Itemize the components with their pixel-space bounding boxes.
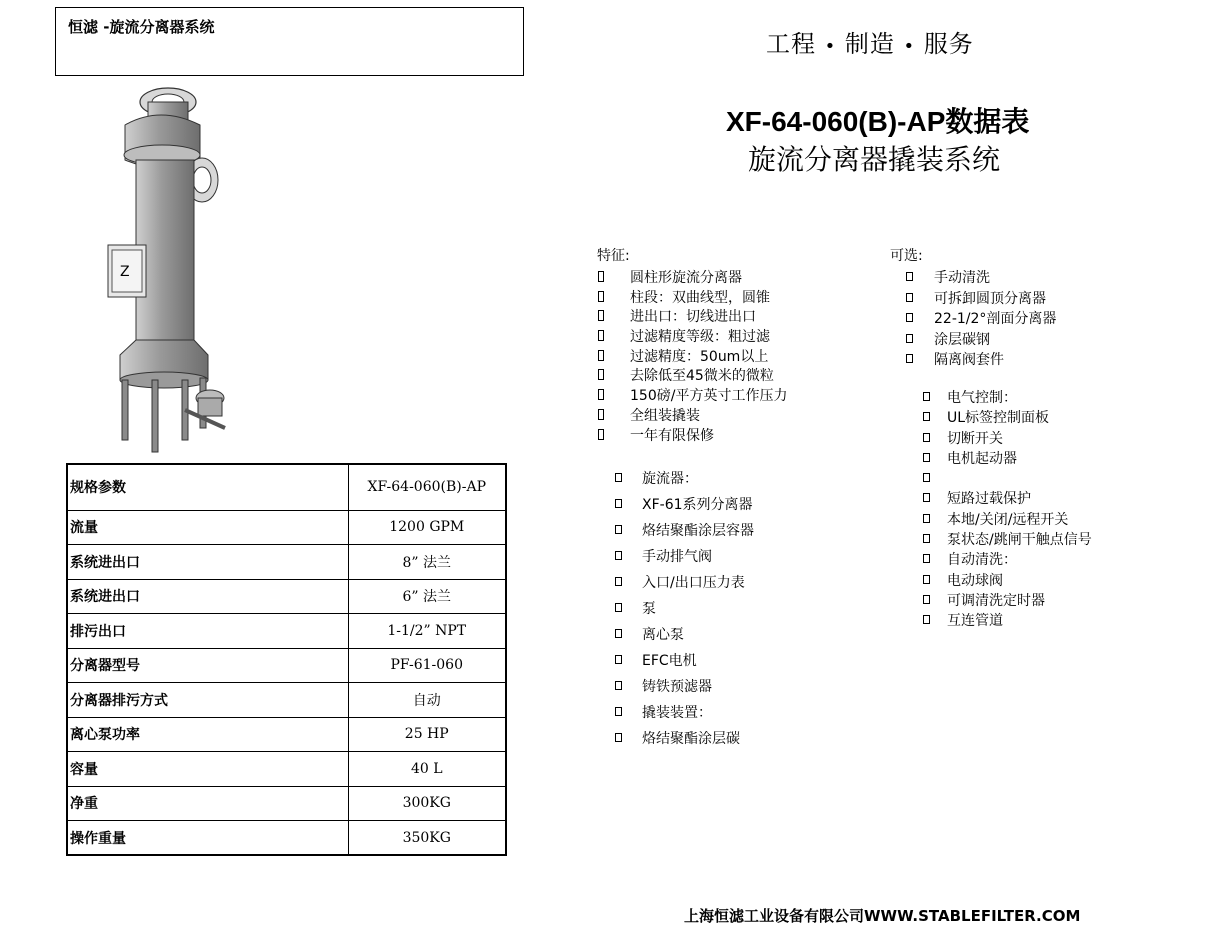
tagline-service: 服务 bbox=[923, 30, 974, 58]
options-item-label: 手动清洗 bbox=[934, 270, 990, 286]
components-item-label: EFC电机 bbox=[642, 653, 697, 669]
checkbox-icon bbox=[598, 350, 604, 361]
spec-value: 自动 bbox=[348, 683, 506, 718]
header-box bbox=[55, 7, 524, 76]
components-item-label: 铸铁预滤器 bbox=[642, 679, 712, 695]
options-item-label: 可拆卸圆顶分离器 bbox=[934, 290, 1046, 307]
checkbox-icon bbox=[906, 313, 913, 322]
features-item bbox=[597, 346, 769, 366]
electrical-item-label: 本地/关闭/远程开关 bbox=[947, 511, 1069, 528]
features-item bbox=[597, 306, 756, 326]
tagline-engineering: 工程 bbox=[766, 30, 816, 58]
spec-label: 规格参数 bbox=[67, 464, 348, 510]
spec-row bbox=[67, 683, 506, 718]
features-item bbox=[597, 425, 714, 445]
checkbox-icon bbox=[923, 392, 930, 401]
options-item bbox=[890, 288, 1046, 309]
spec-table bbox=[66, 463, 507, 856]
features-item-label: 去除低至45微米的微粒 bbox=[630, 368, 774, 385]
spec-value: 40 L bbox=[348, 752, 506, 787]
options-item-label: 隔离阀套件 bbox=[934, 352, 1004, 368]
checkbox-icon bbox=[598, 271, 604, 282]
checkbox-icon bbox=[923, 615, 930, 624]
components-item-label: 烙结聚酯涂层容器 bbox=[642, 523, 754, 539]
spec-value: PF-61-060 bbox=[348, 648, 506, 683]
features-heading: 特征: bbox=[597, 248, 630, 264]
options-list bbox=[890, 245, 1057, 370]
spec-row bbox=[67, 614, 506, 649]
checkbox-icon bbox=[615, 473, 622, 482]
electrical-item-label: 可调清洗定时器 bbox=[947, 592, 1045, 609]
spec-label: 离心泵功率 bbox=[67, 717, 348, 752]
spec-row bbox=[67, 510, 506, 545]
features-item-label: 过滤精度：50um以上 bbox=[630, 348, 769, 365]
spec-value: 350KG bbox=[348, 821, 506, 856]
spec-value: 300KG bbox=[348, 786, 506, 821]
electrical-item-label: 短路过载保护 bbox=[947, 491, 1031, 508]
checkbox-icon bbox=[598, 291, 604, 302]
features-item-label: 一年有限保修 bbox=[630, 427, 714, 444]
spec-label: 容量 bbox=[67, 752, 348, 787]
options-item-label: 涂层碳钢 bbox=[934, 331, 990, 348]
spec-label: 分离器型号 bbox=[67, 648, 348, 683]
components-item-label: 撬装装置： bbox=[642, 705, 712, 721]
electrical-item-label: 电机起动器 bbox=[947, 450, 1017, 467]
checkbox-icon bbox=[923, 534, 930, 543]
spec-row bbox=[67, 464, 506, 510]
checkbox-icon bbox=[906, 334, 913, 343]
checkbox-icon bbox=[615, 603, 622, 612]
features-item-label: 全组装撬装 bbox=[630, 407, 700, 424]
checkbox-icon bbox=[615, 499, 622, 508]
features-item-label: 过滤精度等级：粗过滤 bbox=[630, 329, 770, 346]
electrical-item-label: 互连管道 bbox=[947, 613, 1003, 630]
checkbox-icon bbox=[923, 453, 930, 462]
components-item-label: XF-61系列分离器 bbox=[642, 497, 753, 513]
features-item-label: 圆柱形旋流分离器 bbox=[630, 270, 742, 286]
footer-company: 上海恒滤工业设备有限公司WWW.STABLEFILTER.COM bbox=[684, 907, 1081, 925]
checkbox-icon bbox=[923, 514, 930, 523]
options-item bbox=[890, 308, 1057, 329]
components-item-label: 烙结聚酯涂层碳 bbox=[642, 731, 740, 747]
spec-label: 排污出口 bbox=[67, 614, 348, 649]
checkbox-icon bbox=[598, 389, 604, 400]
spec-label: 流量 bbox=[67, 510, 348, 545]
spec-row bbox=[67, 821, 506, 856]
checkbox-icon bbox=[923, 575, 930, 584]
electrical-item-label: 自动清洗： bbox=[947, 552, 1017, 569]
electrical-item-label: 电气控制： bbox=[947, 390, 1017, 406]
datasheet-title: XF-64-060(B)-AP数据表 bbox=[726, 106, 1030, 137]
checkbox-icon bbox=[923, 433, 930, 442]
header-box-title: 恒滤 -旋流分离器系统 bbox=[68, 18, 215, 36]
features-item bbox=[597, 267, 742, 287]
tagline bbox=[766, 24, 974, 59]
spec-value: 1-1/2” NPT bbox=[348, 614, 506, 649]
checkbox-icon bbox=[598, 429, 604, 440]
checkbox-icon bbox=[615, 707, 622, 716]
spec-row bbox=[67, 717, 506, 752]
checkbox-icon bbox=[906, 293, 913, 302]
checkbox-icon bbox=[906, 354, 913, 363]
spec-row bbox=[67, 648, 506, 683]
checkbox-icon bbox=[923, 493, 930, 502]
spec-value: 6” 法兰 bbox=[348, 579, 506, 614]
checkbox-icon bbox=[598, 409, 604, 420]
checkbox-icon bbox=[598, 369, 604, 380]
spec-row bbox=[67, 786, 506, 821]
spec-label: 分离器排污方式 bbox=[67, 683, 348, 718]
checkbox-icon bbox=[906, 272, 913, 281]
spec-row bbox=[67, 752, 506, 787]
spec-label: 系统进出口 bbox=[67, 579, 348, 614]
tagline-bullet: • bbox=[903, 36, 916, 57]
spec-label: 净重 bbox=[67, 786, 348, 821]
checkbox-icon bbox=[615, 681, 622, 690]
features-item-label: 进出口：切线进出口 bbox=[630, 309, 756, 326]
checkbox-icon bbox=[615, 629, 622, 638]
options-item bbox=[890, 329, 990, 350]
electrical-item-label: 切断开关 bbox=[947, 430, 1003, 447]
features-item bbox=[597, 365, 774, 385]
checkbox-icon bbox=[615, 551, 622, 560]
components-item-label: 旋流器： bbox=[642, 471, 698, 487]
checkbox-icon bbox=[923, 473, 930, 482]
spec-label: 系统进出口 bbox=[67, 545, 348, 580]
features-list bbox=[597, 245, 788, 444]
checkbox-icon bbox=[923, 554, 930, 563]
features-item bbox=[597, 405, 700, 425]
features-item bbox=[597, 385, 788, 405]
spec-label: 操作重量 bbox=[67, 821, 348, 856]
checkbox-icon bbox=[615, 577, 622, 586]
separator-illustration bbox=[100, 80, 240, 460]
electrical-item-label: 泵状态/跳闸干触点信号 bbox=[947, 532, 1092, 549]
spec-value: 25 HP bbox=[348, 717, 506, 752]
components-item-label: 离心泵 bbox=[642, 627, 684, 643]
features-item bbox=[597, 326, 770, 346]
tagline-manufacturing: 制造 bbox=[844, 30, 895, 58]
electrical-item-label: 电动球阀 bbox=[947, 572, 1003, 589]
spec-row bbox=[67, 545, 506, 580]
spec-value: XF-64-060(B)-AP bbox=[348, 464, 506, 510]
spec-row bbox=[67, 579, 506, 614]
features-item-label: 150磅/平方英寸工作压力 bbox=[630, 388, 788, 405]
options-heading: 可选: bbox=[890, 248, 923, 264]
spec-value: 1200 GPM bbox=[348, 510, 506, 545]
components-item-label: 手动排气阀 bbox=[642, 549, 712, 565]
checkbox-icon bbox=[615, 733, 622, 742]
checkbox-icon bbox=[598, 330, 604, 341]
spec-value: 8” 法兰 bbox=[348, 545, 506, 580]
components-item-label: 泵 bbox=[642, 601, 656, 617]
options-item-label: 22-1/2°剖面分离器 bbox=[934, 311, 1057, 327]
components-item-label: 入口/出口压力表 bbox=[642, 575, 745, 591]
checkbox-icon bbox=[598, 310, 604, 321]
tagline-bullet: • bbox=[824, 36, 837, 57]
datasheet-subtitle: 旋流分离器撬装系统 bbox=[748, 143, 1001, 176]
electrical-item-label: UL标签控制面板 bbox=[947, 410, 1050, 427]
checkbox-icon bbox=[615, 525, 622, 534]
checkbox-icon bbox=[615, 655, 622, 664]
options-item bbox=[890, 267, 990, 288]
svg-text:Z: Z bbox=[120, 264, 130, 280]
features-item-label: 柱段：双曲线型，圆锥 bbox=[630, 289, 770, 306]
checkbox-icon bbox=[923, 595, 930, 604]
checkbox-icon bbox=[923, 412, 930, 421]
options-item bbox=[890, 349, 1004, 370]
features-item bbox=[597, 287, 770, 307]
